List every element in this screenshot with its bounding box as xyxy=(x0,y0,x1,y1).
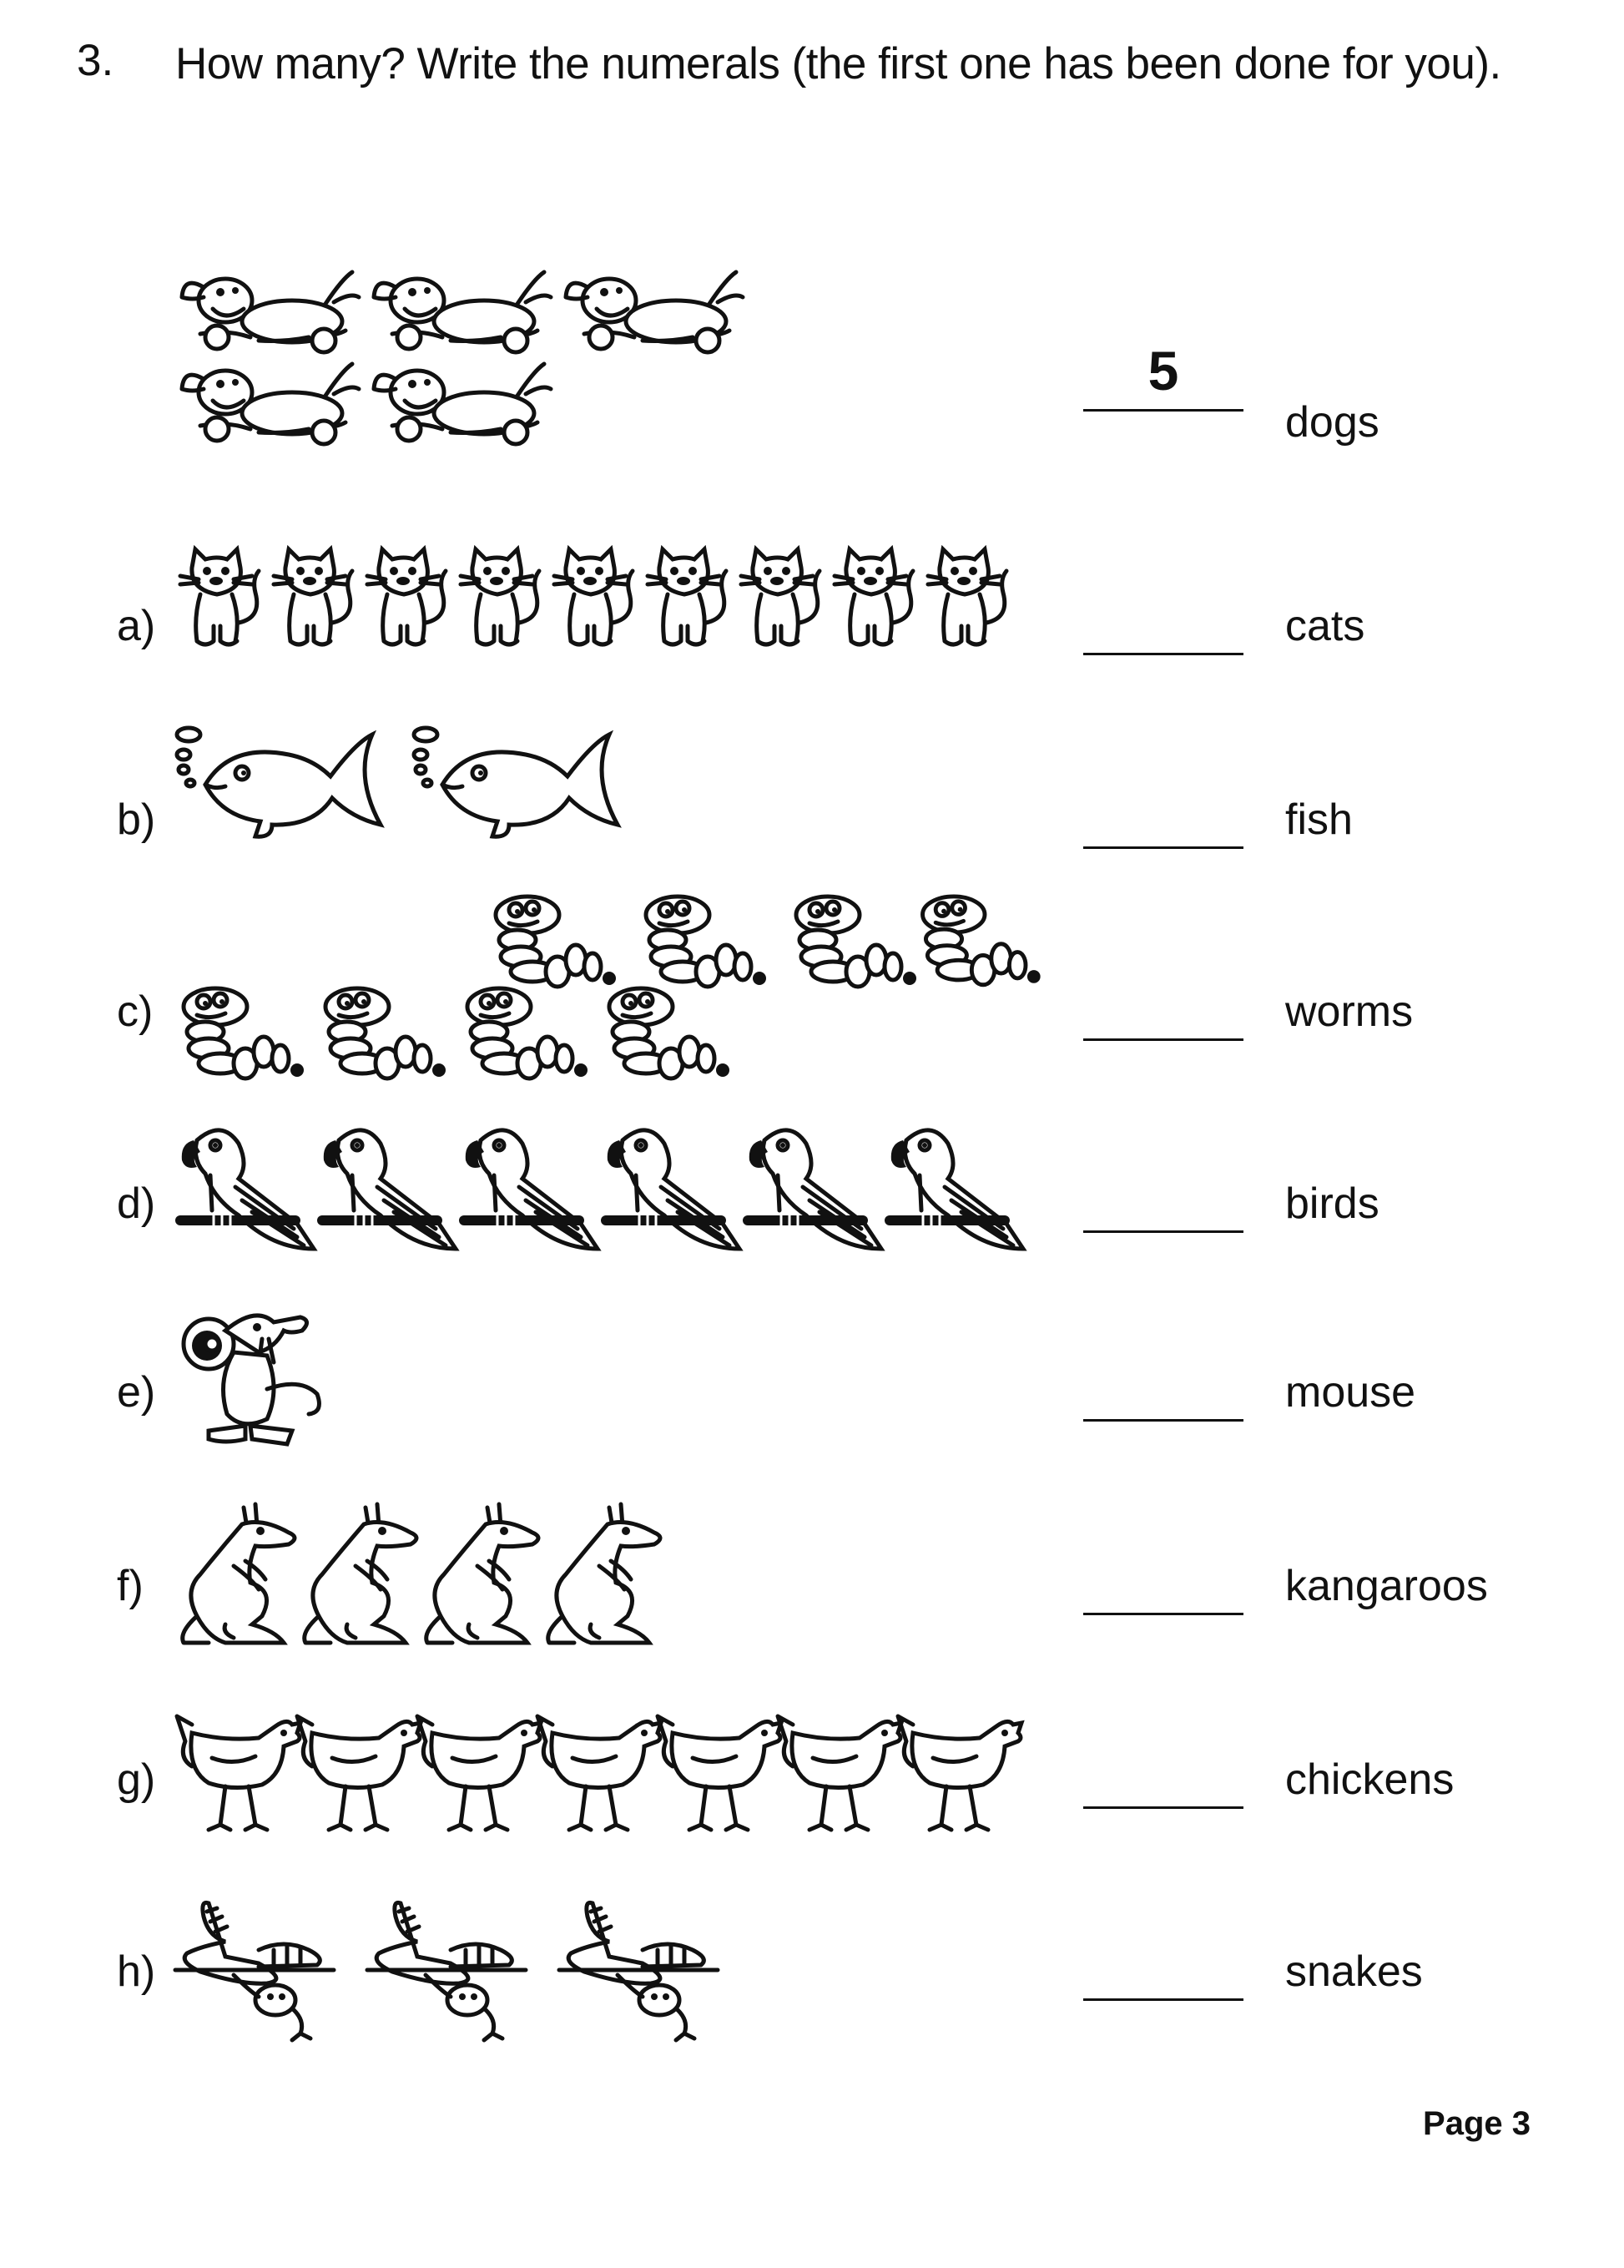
parrot-icon xyxy=(317,1130,456,1249)
parrot-icon xyxy=(175,1130,314,1249)
chicken-icon xyxy=(658,1716,781,1830)
cat-icon xyxy=(367,549,446,644)
snake-icon xyxy=(559,1902,718,2040)
chicken-icon xyxy=(898,1716,1021,1830)
item-row-worms xyxy=(0,893,1624,1077)
chicken-icon xyxy=(778,1716,901,1830)
worm-icon xyxy=(184,988,304,1078)
answer-blank[interactable] xyxy=(1083,805,1243,849)
dog-icon xyxy=(182,272,359,352)
answer-blank[interactable] xyxy=(1083,1377,1243,1422)
picture-group-cats xyxy=(167,534,1043,726)
item-row-snakes xyxy=(0,1887,1624,2070)
answer-blank[interactable] xyxy=(1083,340,1243,412)
worm-icon xyxy=(609,988,729,1078)
question-number: 3. xyxy=(77,36,114,85)
dog-icon xyxy=(182,364,359,444)
item-row-chickens xyxy=(0,1703,1624,1887)
dog-icon xyxy=(374,364,551,444)
cat-icon xyxy=(928,549,1006,644)
mouse-icon xyxy=(184,1316,319,1444)
question-text: How many? Write the numerals (the first one has been done for you). xyxy=(175,39,1501,88)
animal-name: chickens xyxy=(1285,1755,1455,1804)
item-label: e) xyxy=(117,1368,156,1417)
answer-value: 5 xyxy=(1147,340,1179,402)
worm-icon xyxy=(496,897,616,987)
item-row-birds xyxy=(0,1119,1624,1302)
picture-group-birds xyxy=(167,1119,1052,1311)
item-row-fish xyxy=(0,718,1624,902)
kangaroo-icon xyxy=(426,1504,538,1643)
animal-name: cats xyxy=(1285,602,1365,650)
animal-name: snakes xyxy=(1285,1947,1423,1996)
chicken-icon xyxy=(417,1716,541,1830)
cat-icon xyxy=(274,549,352,644)
animal-name: kangaroos xyxy=(1285,1562,1488,1610)
item-label: a) xyxy=(117,602,156,650)
picture-group-snakes xyxy=(172,1887,773,2079)
answer-blank[interactable] xyxy=(1083,1957,1243,2001)
cat-icon xyxy=(180,549,259,644)
chicken-icon xyxy=(177,1716,300,1830)
worm-icon xyxy=(467,988,588,1078)
cat-icon xyxy=(461,549,539,644)
parrot-icon xyxy=(743,1130,881,1249)
answer-blank[interactable] xyxy=(1083,997,1243,1041)
parrot-icon xyxy=(459,1130,598,1249)
animal-name: worms xyxy=(1285,988,1414,1036)
page-number: Page 3 xyxy=(1423,2105,1531,2142)
kangaroo-icon xyxy=(548,1504,660,1643)
worm-icon xyxy=(923,897,1041,985)
cat-icon xyxy=(741,549,820,644)
answer-blank[interactable] xyxy=(1083,1189,1243,1233)
parrot-icon xyxy=(601,1130,739,1249)
picture-group-dogs xyxy=(167,250,768,442)
item-row-dogs xyxy=(0,250,1624,447)
item-label: h) xyxy=(117,1947,156,1996)
fish-icon xyxy=(414,728,618,836)
animal-name: fish xyxy=(1285,796,1353,844)
cat-icon xyxy=(554,549,633,644)
cat-icon xyxy=(835,549,913,644)
chicken-icon xyxy=(297,1716,421,1830)
dog-icon xyxy=(374,272,551,352)
dog-icon xyxy=(566,272,743,352)
snake-icon xyxy=(367,1902,526,2040)
picture-group-fish xyxy=(167,718,668,910)
worm-icon xyxy=(796,897,916,987)
answer-blank[interactable] xyxy=(1083,1571,1243,1615)
worm-icon xyxy=(325,988,446,1078)
item-row-mouse xyxy=(0,1302,1624,1486)
kangaroo-icon xyxy=(305,1504,416,1643)
worm-icon xyxy=(646,897,766,987)
cat-icon xyxy=(648,549,726,644)
item-label: f) xyxy=(117,1562,144,1610)
picture-group-kangaroos xyxy=(172,1494,706,1686)
item-row-kangaroos xyxy=(0,1494,1624,1678)
parrot-icon xyxy=(885,1130,1023,1249)
answer-blank[interactable] xyxy=(1083,1765,1243,1809)
animal-name: birds xyxy=(1285,1179,1379,1228)
fish-icon xyxy=(177,728,381,836)
snake-icon xyxy=(175,1902,334,2040)
item-label: d) xyxy=(117,1179,156,1228)
kangaroo-icon xyxy=(183,1504,295,1643)
animal-name: mouse xyxy=(1285,1368,1416,1417)
item-row-cats xyxy=(0,534,1624,718)
item-label: g) xyxy=(117,1755,156,1804)
picture-group-chickens xyxy=(172,1703,1057,1895)
animal-name: dogs xyxy=(1285,398,1379,447)
item-label: b) xyxy=(117,796,156,844)
picture-group-worms xyxy=(167,893,1052,1085)
picture-group-mouse xyxy=(172,1302,356,1494)
item-label: c) xyxy=(117,988,154,1036)
answer-blank[interactable] xyxy=(1083,611,1243,655)
chicken-icon xyxy=(537,1716,661,1830)
